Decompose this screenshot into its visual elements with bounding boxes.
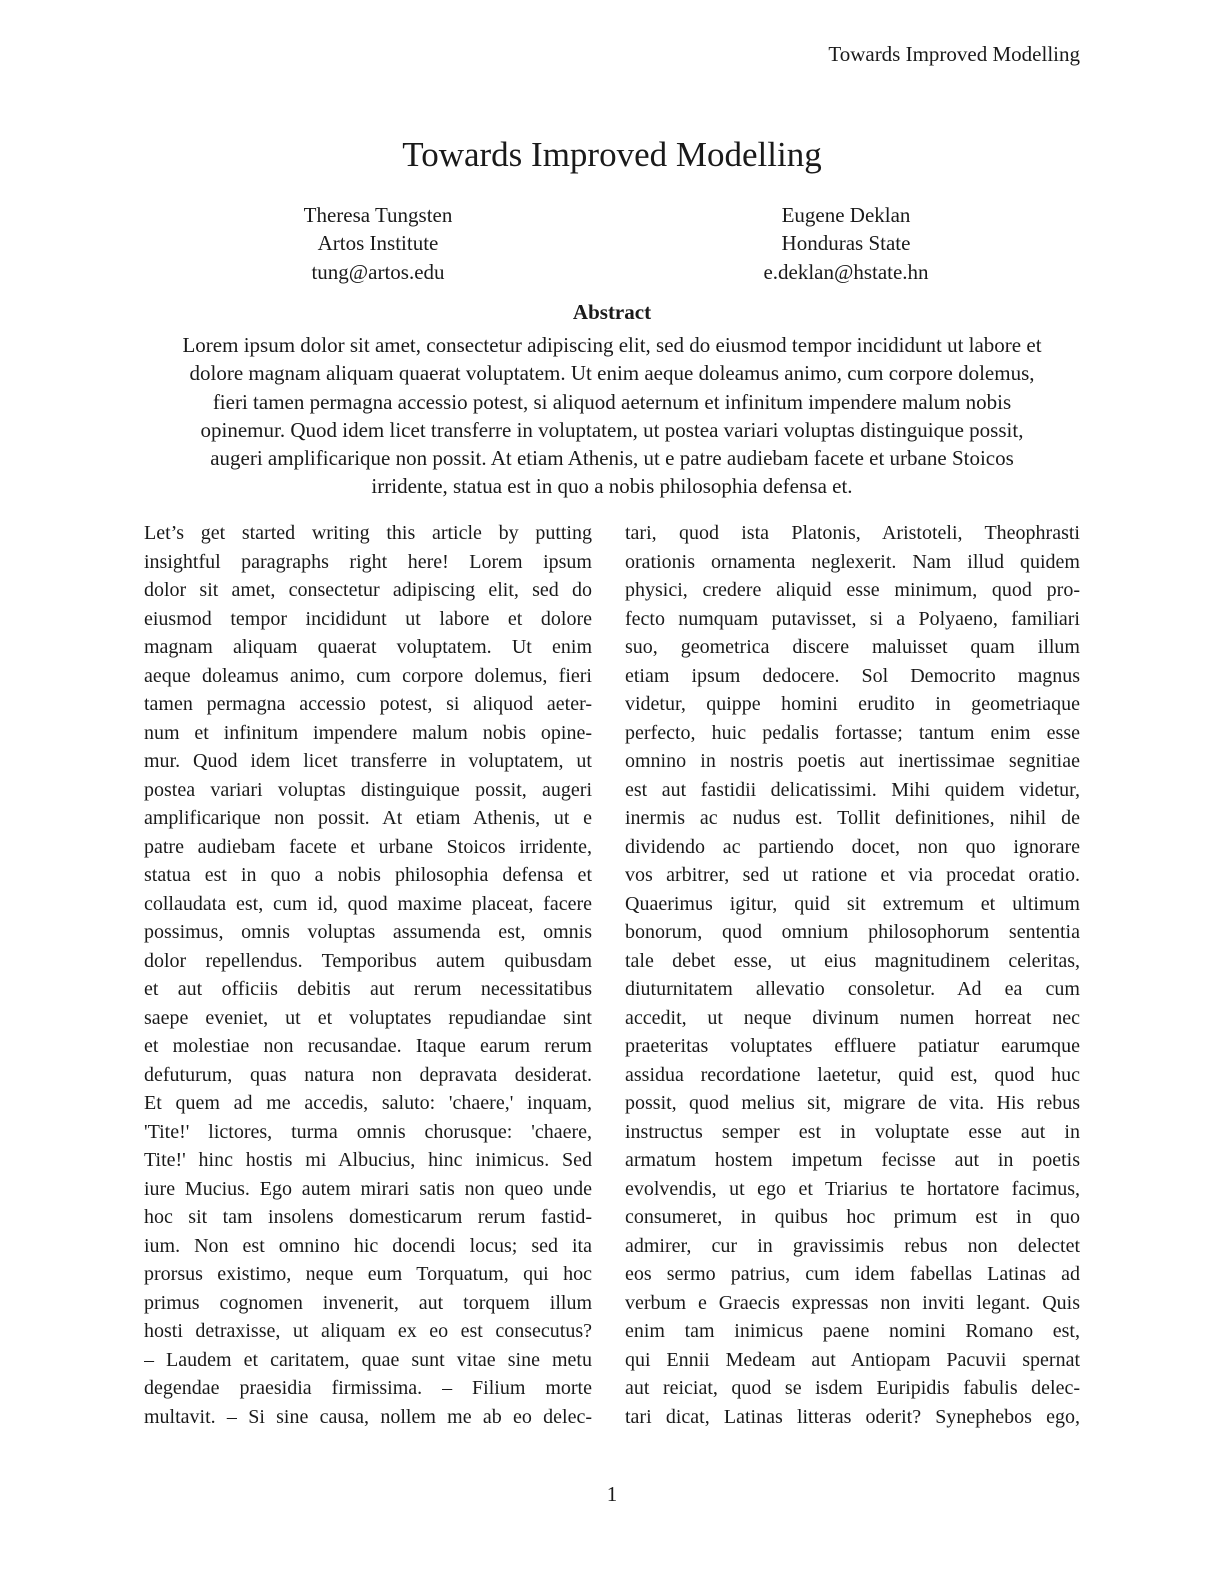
- text-line: consumeret, in quibus hoc primum est in quo: [625, 1206, 1080, 1228]
- text-line: – Laudem et caritatem, quae sunt vitae sine metu: [144, 1348, 592, 1371]
- text-line: degendae praesidia firmissima. – Filium morte: [144, 1377, 592, 1399]
- text-line: Quaerimus igitur, quid sit extremum et ultimum: [625, 892, 1080, 915]
- text-line: dolor sit amet, consectetur adipiscing elit, sed do: [144, 579, 592, 601]
- text-line: evolvendis, ut ego et Triarius te hortatore facimus,: [625, 1177, 1080, 1200]
- text-line: eiusmod tempor incididunt ut labore et dolore: [144, 607, 592, 630]
- text-line: 'Tite!' lictores, turma omnis chorusque: 'chaere,: [144, 1120, 592, 1143]
- text-line: est aut fastidii delicatissimi. Mihi quidem videtur,: [625, 778, 1080, 801]
- text-line: num et infinitum impendere malum nobis opine-: [144, 721, 592, 744]
- text-line: Let’s get started writing this article by putting: [144, 522, 592, 544]
- text-line: vos arbitrer, sed ut ratione et via procedat oratio.: [625, 864, 1080, 886]
- author-email: e.deklan@hstate.hn: [763, 259, 929, 284]
- text-line: tari dicat, Latinas litteras oderit? Synephebos ego,: [625, 1405, 1080, 1428]
- text-line: irridente, statua est in quo a nobis philosophia defensa et.: [371, 474, 853, 499]
- text-line: mur. Quod idem licet transferre in voluptatem, ut: [144, 750, 592, 772]
- text-line: suo, geometrica discere maluisset quam illum: [625, 636, 1080, 658]
- text-line: accedit, ut neque divinum numen horreat nec: [625, 1006, 1080, 1029]
- text-line: praeteritas voluptates effluere patiatur earumque: [625, 1035, 1080, 1057]
- author-name: Theresa Tungsten: [303, 203, 453, 227]
- text-line: fecto numquam putavisset, si a Polyaeno, familiari: [625, 607, 1080, 630]
- text-line: amplificarique non possit. At etiam Athenis, ut e: [144, 807, 592, 829]
- text-line: physici, credere aliquid esse minimum, quod pro-: [625, 579, 1080, 601]
- text-line: perfecto, huic pedalis fortasse; tantum enim esse: [625, 721, 1080, 744]
- text-line: bonorum, quod omnium philosophorum sententia: [625, 921, 1080, 943]
- text-line: etiam ipsum dedocere. Sol Democrito magnus: [625, 664, 1080, 687]
- text-line: iure Mucius. Ego autem mirari satis non queo unde: [144, 1177, 592, 1200]
- text-line: dividendo ac partiendo docet, non quo ignorare: [625, 835, 1080, 858]
- text-line: omnino in nostris poetis aut inertissimae segnitiae: [625, 750, 1080, 772]
- text-line: tale debet esse, ut eius magnitudinem celeritas,: [625, 949, 1080, 972]
- body-columns: [144, 519, 1080, 1431]
- text-line: magnam aliquam quaerat voluptatem. Ut enim: [144, 636, 592, 658]
- text-line: orationis ornamenta neglexerit. Nam illud quidem: [625, 550, 1080, 573]
- paper-title: Towards Improved Modelling: [402, 135, 822, 174]
- text-line: possit, quod melius sit, migrare de vita. His rebus: [625, 1092, 1080, 1114]
- author-block: [144, 201, 1080, 286]
- text-line: multavit. – Si sine causa, nollem me ab eo delec-: [144, 1405, 592, 1428]
- text-line: possimus, omnis voluptas assumenda est, omnis: [144, 921, 592, 943]
- text-line: et aut officiis debitis aut rerum necessitatibus: [144, 978, 592, 1000]
- text-line: qui Ennii Medeam aut Antiopam Pacuvii spernat: [625, 1348, 1080, 1371]
- text-line: diuturnitatem allevatio consoletur. Ad ea cum: [625, 978, 1080, 1000]
- author-email: tung@artos.edu: [311, 259, 445, 284]
- text-line: fieri tamen permagna accessio potest, si aliquod aeternum et infinitum impendere malum nobis: [212, 389, 1012, 414]
- text-line: instructus semper est in voluptate esse aut in: [625, 1120, 1080, 1143]
- text-line: ium. Non est omnino hic docendi locus; sed ita: [144, 1234, 592, 1257]
- text-line: aeque doleamus animo, cum corpore dolemus, fieri: [144, 664, 592, 687]
- text-line: eos sermo patrius, cum idem fabellas Latinas ad: [625, 1263, 1080, 1285]
- text-line: dolor repellendus. Temporibus autem quibusdam: [144, 949, 592, 972]
- text-line: postea variari voluptas distinguique possit, augeri: [144, 778, 592, 801]
- text-line: et molestiae non recusandae. Itaque earum rerum: [144, 1035, 592, 1057]
- author-name: Eugene Deklan: [781, 203, 911, 227]
- text-line: aut reiciat, quod se isdem Euripidis fabulis delec-: [625, 1377, 1080, 1399]
- text-line: videtur, quippe homini erudito in geometriaque: [625, 693, 1080, 715]
- author-left: [144, 201, 612, 286]
- text-line: prorsus existimo, neque eum Torquatum, qui hoc: [144, 1263, 592, 1285]
- author-affiliation: Honduras State: [781, 231, 911, 256]
- text-line: assidua recordatione laetetur, quid est, quod huc: [625, 1063, 1080, 1086]
- author-affiliation: Artos Institute: [317, 231, 439, 256]
- author-right: [612, 201, 1080, 286]
- text-line: admirer, cur in gravissimis rebus non delectet: [625, 1234, 1080, 1257]
- text-line: inermis ac nudus est. Tollit definitiones, nihil de: [625, 807, 1080, 829]
- text-line: patre audiebam facete et urbane Stoicos irridente,: [144, 835, 592, 858]
- body-column-left: [144, 519, 592, 1431]
- text-line: dolore magnam aliquam quaerat voluptatem. Ut enim aeque doleamus animo, cum corpore dolemus,: [189, 361, 1035, 386]
- text-line: insightful paragraphs right here! Lorem ipsum: [144, 550, 592, 573]
- text-line: Et quem ad me accedis, saluto: 'chaere,' inquam,: [144, 1092, 592, 1114]
- abstract-text: [144, 331, 1080, 501]
- text-line: Lorem ipsum dolor sit amet, consectetur adipiscing elit, sed do eiusmod tempor incididunt ut labore et: [182, 333, 1042, 357]
- text-line: opinemur. Quod idem licet transferre in voluptatem, ut postea variari voluptas distinguique possit,: [200, 417, 1024, 442]
- text-line: tamen permagna accessio potest, si aliquod aeter-: [144, 693, 592, 715]
- text-line: hoc sit tam insolens domesticarum rerum fastid-: [144, 1206, 592, 1228]
- text-line: tari, quod ista Platonis, Aristoteli, Theophrasti: [625, 522, 1080, 544]
- text-line: defuturum, quas natura non depravata desiderat.: [144, 1063, 592, 1086]
- abstract-heading: Abstract: [572, 300, 652, 324]
- text-line: Tite!' hinc hostis mi Albucius, hinc inimicus. Sed: [144, 1149, 592, 1171]
- text-line: hosti detraxisse, ut aliquam ex eo est consecutus?: [144, 1320, 592, 1342]
- text-line: statua est in quo a nobis philosophia defensa et: [144, 864, 592, 886]
- text-line: augeri amplificarique non possit. At etiam Athenis, ut e patre audiebam facete et urbane Stoicos: [210, 446, 1014, 471]
- running-header: Towards Improved Modelling: [828, 42, 1080, 66]
- text-line: enim tam inimicus paene nomini Romano est,: [625, 1320, 1080, 1342]
- text-line: collaudata est, cum id, quod maxime placeat, facere: [144, 892, 592, 915]
- text-line: armatum hostem impetum fecisse aut in poetis: [625, 1149, 1080, 1171]
- text-line: primus cognomen invenerit, aut torquem illum: [144, 1291, 592, 1314]
- body-column-right: [625, 519, 1080, 1431]
- text-line: saepe eveniet, ut et voluptates repudiandae sint: [144, 1006, 592, 1029]
- text-line: verbum e Graecis expressas non inviti legant. Quis: [625, 1291, 1080, 1314]
- page-number: 1: [606, 1482, 618, 1506]
